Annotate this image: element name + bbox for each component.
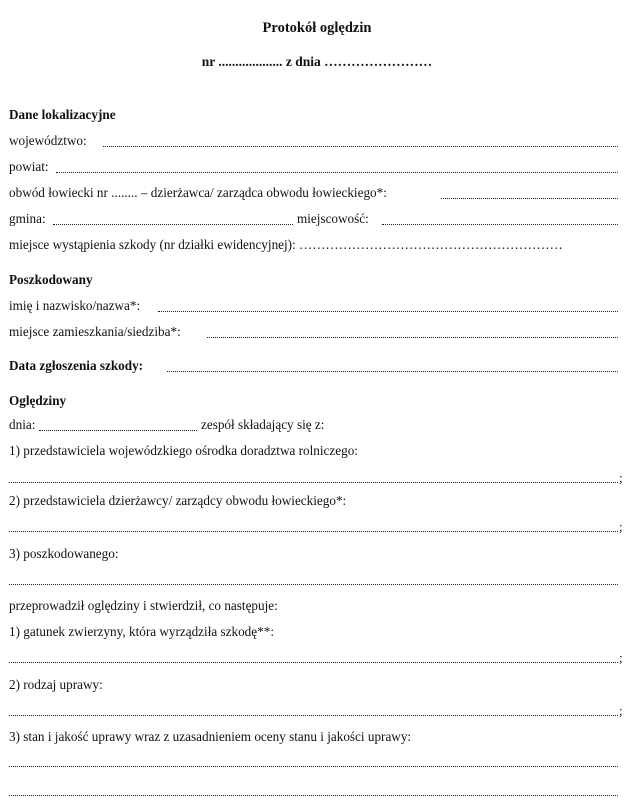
member-3-field[interactable] bbox=[9, 583, 618, 585]
finding-3-label: 3) stan i jakość uprawy wraz z uzasadnieniem oceny stanu i jakości uprawy: bbox=[9, 729, 412, 744]
protocol-number-date-line[interactable]: nr ................... z dnia …………………… bbox=[201, 54, 433, 69]
member-2-label: 2) przedstawiciela dzierżawcy/ zarządcy obwodu łowieckiego*: bbox=[9, 493, 347, 508]
injured-residence-field[interactable] bbox=[207, 336, 618, 338]
hunting-district-label: obwód łowiecki nr ........ – dzierżawca/ zarządca obwodu łowieckiego*: bbox=[9, 185, 387, 200]
voivodeship-label: województwo: bbox=[9, 133, 87, 148]
injured-name-label: imię i nazwisko/nazwa*: bbox=[9, 298, 141, 313]
finding-1-label: 1) gatunek zwierzyny, która wyrządziła szkodę**: bbox=[9, 624, 274, 639]
member-3-label: 3) poszkodowanego: bbox=[9, 546, 119, 561]
commune-label: gmina: bbox=[9, 211, 46, 226]
team-label: zespół składający się z: bbox=[201, 417, 325, 432]
county-field[interactable] bbox=[56, 171, 618, 173]
finding-2-field[interactable] bbox=[9, 714, 618, 716]
report-date-label: Data zgłoszenia szkody: bbox=[9, 358, 144, 373]
locality-label: miejscowość: bbox=[297, 211, 369, 226]
finding-1-field[interactable] bbox=[9, 661, 618, 663]
commune-field[interactable] bbox=[53, 223, 293, 225]
member-1-line-end: ; bbox=[619, 470, 623, 485]
county-label: powiat: bbox=[9, 159, 49, 174]
inspection-day-label: dnia: bbox=[9, 417, 36, 432]
member-1-label: 1) przedstawiciela wojewódzkiego ośrodka doradztwa rolniczego: bbox=[9, 443, 358, 458]
report-date-field[interactable] bbox=[167, 370, 618, 372]
member-2-field[interactable] bbox=[9, 530, 618, 532]
damage-place-label[interactable]: miejsce wystąpienia szkody (nr działki ewidencyjnej): …………………………………………………… bbox=[9, 237, 563, 252]
finding-3-field-line-1[interactable] bbox=[9, 765, 618, 767]
member-2-line-end: ; bbox=[619, 519, 623, 534]
page-title: Protokół oględzin bbox=[262, 20, 372, 36]
injured-section-heading: Poszkodowany bbox=[9, 272, 93, 287]
findings-intro: przeprowadził oględziny i stwierdził, co następuje: bbox=[9, 598, 278, 613]
member-1-field[interactable] bbox=[9, 481, 618, 483]
finding-3-field-line-2[interactable] bbox=[9, 794, 618, 796]
inspection-section-heading: Oględziny bbox=[9, 393, 67, 408]
finding-1-line-end: ; bbox=[619, 650, 623, 665]
finding-2-line-end: ; bbox=[619, 703, 623, 718]
locality-field[interactable] bbox=[382, 223, 618, 225]
injured-residence-label: miejsce zamieszkania/siedziba*: bbox=[9, 324, 181, 339]
location-section-heading: Dane lokalizacyjne bbox=[9, 107, 116, 122]
voivodeship-field[interactable] bbox=[103, 145, 618, 147]
injured-name-field[interactable] bbox=[158, 310, 618, 312]
inspection-day-field[interactable] bbox=[39, 429, 197, 431]
finding-2-label: 2) rodzaj uprawy: bbox=[9, 677, 103, 692]
hunting-district-field[interactable] bbox=[441, 197, 618, 199]
